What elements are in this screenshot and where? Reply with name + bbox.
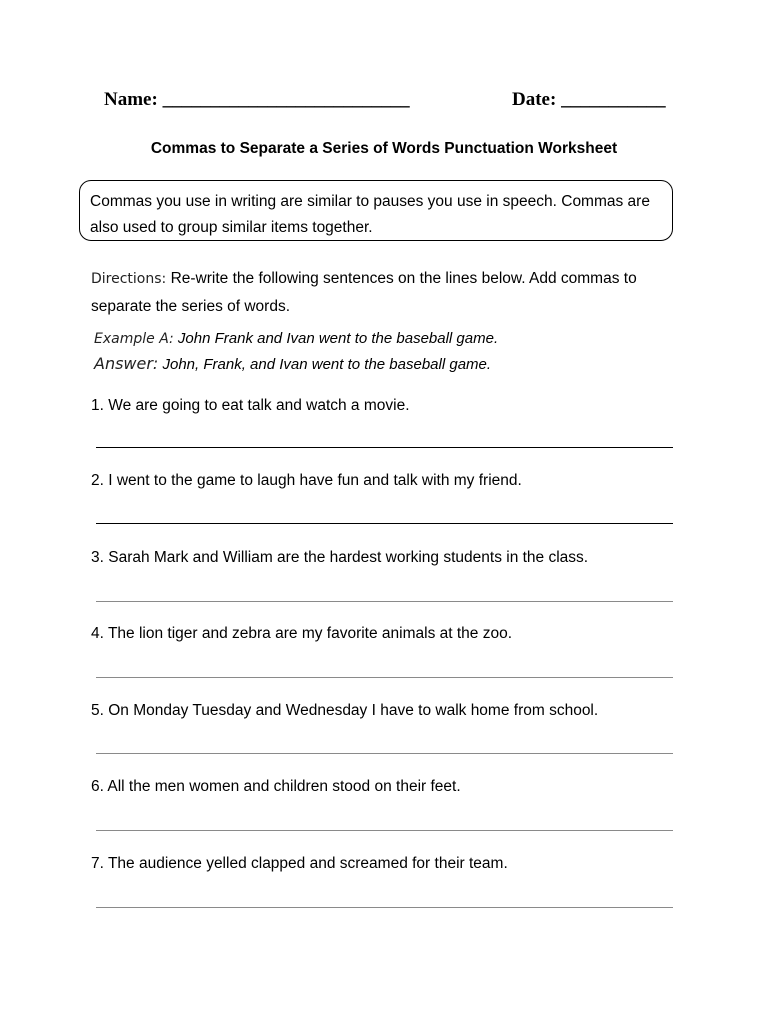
question-3: 3. Sarah Mark and William are the hardest working students in the class. (91, 549, 589, 566)
worksheet-title: Commas to Separate a Series of Words Punctuation Worksheet (150, 140, 618, 157)
directions-text: Re-write the following sentences on the lines below. Add commas to separate the series of words. (91, 270, 637, 315)
question-7: 7. The audience yelled clapped and screamed for their team. (91, 855, 508, 872)
example-answer (94, 354, 491, 373)
date-blank: ___________ (561, 89, 666, 110)
question-6: 6. All the men women and children stood on their feet. (91, 778, 461, 795)
answer-line-2[interactable] (96, 523, 673, 524)
name-label: Name: (104, 89, 158, 110)
answer-line-4[interactable] (96, 677, 673, 678)
answer-line-6[interactable] (96, 830, 673, 831)
example-sentence (94, 330, 498, 347)
date-label: Date: (512, 89, 557, 110)
name-field (104, 89, 410, 111)
question-4: 4. The lion tiger and zebra are my favorite animals at the zoo. (91, 625, 513, 642)
intro-box: Commas you use in writing are similar to pauses you use in speech. Commas are also used to group similar items together. (79, 180, 673, 241)
answer-line-7[interactable] (96, 907, 673, 908)
answer-line-5[interactable] (96, 753, 673, 754)
answer-line-1[interactable] (96, 447, 673, 448)
directions-label: Directions: (91, 271, 167, 287)
answer-line-3[interactable] (96, 601, 673, 602)
date-field (512, 89, 666, 111)
question-5: 5. On Monday Tuesday and Wednesday I have to walk home from school. (91, 702, 599, 719)
answer-text: John, Frank, and Ivan went to the baseball game. (162, 356, 492, 373)
example-label: Example A: (94, 331, 174, 347)
example-text: John Frank and Ivan went to the baseball game. (177, 330, 499, 347)
answer-label: Answer: (94, 354, 159, 373)
question-2: 2. I went to the game to laugh have fun and talk with my friend. (91, 472, 522, 489)
directions (91, 265, 691, 320)
question-1: 1. We are going to eat talk and watch a movie. (91, 397, 410, 414)
name-blank: __________________________ (162, 89, 410, 110)
